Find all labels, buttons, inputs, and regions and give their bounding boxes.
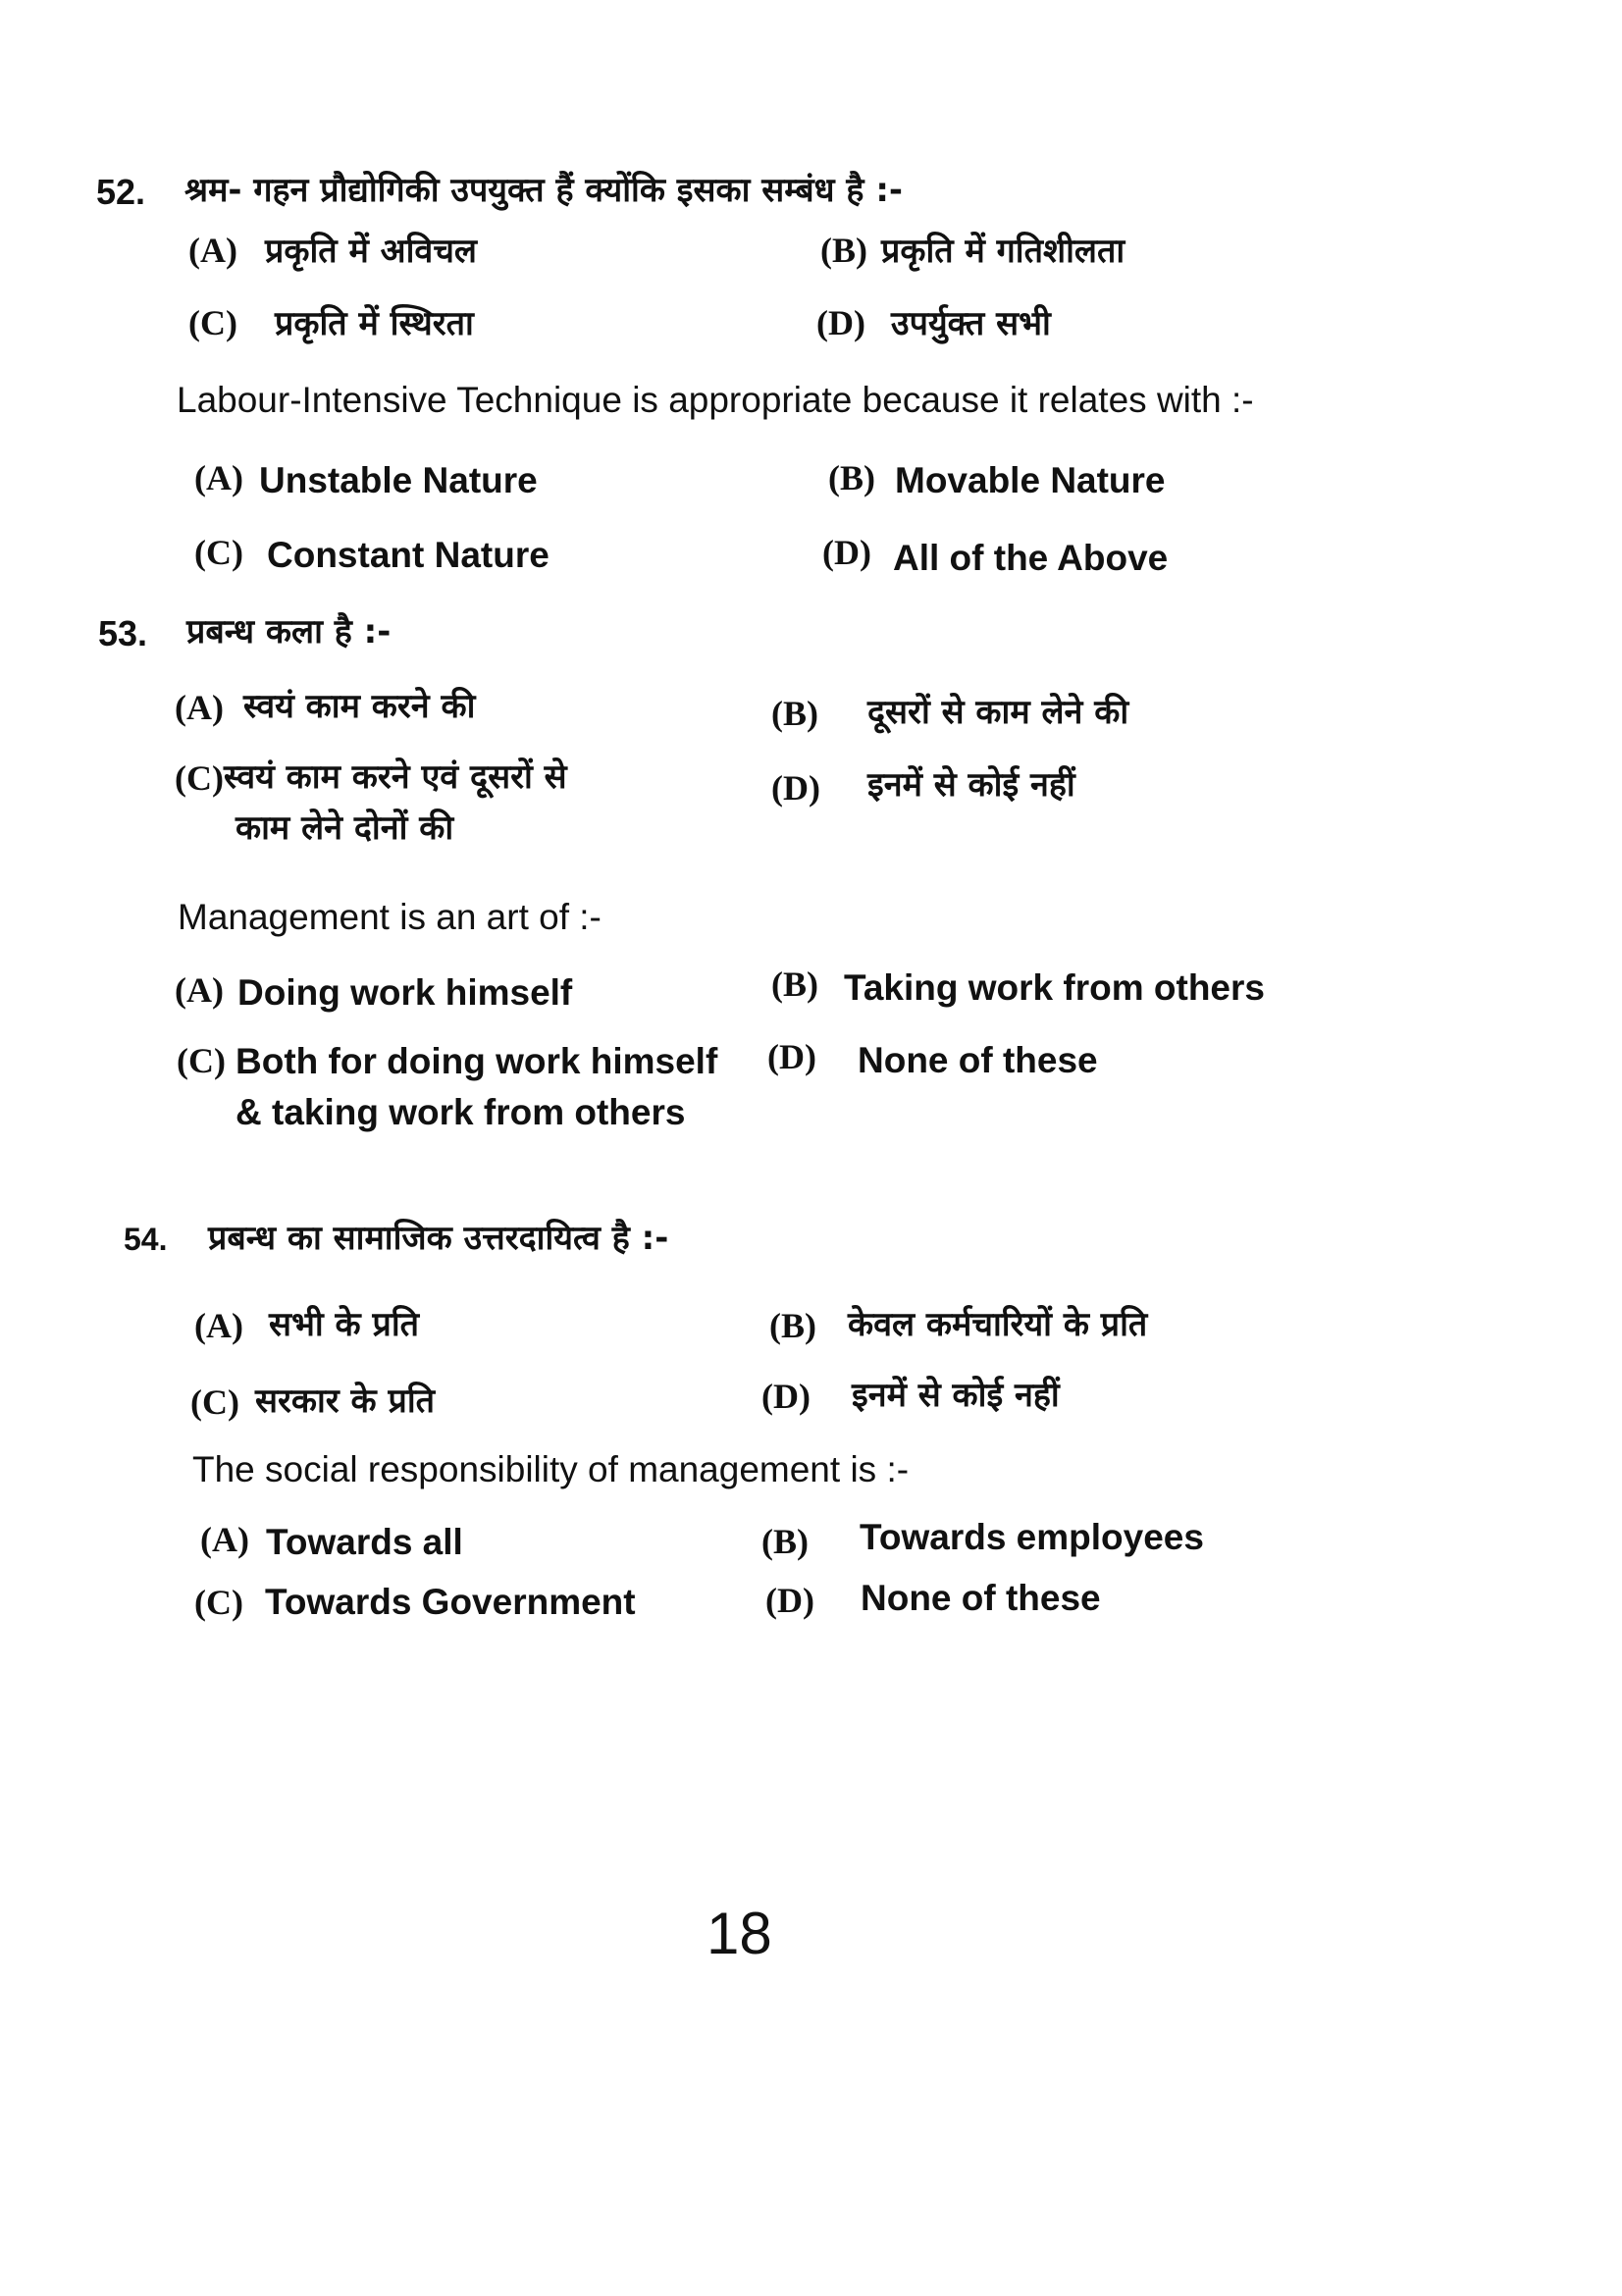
page-number: 18	[706, 1901, 772, 1966]
option-label: (C)	[190, 1383, 239, 1422]
question-hindi: श्रम- गहन प्रौद्योगिकी उपयुक्त हैं क्योंकि इसका सम्बंध है :-	[184, 171, 904, 210]
option-label: (B)	[771, 965, 818, 1004]
question-english: Management is an art of :-	[178, 897, 602, 937]
option-label: (C)	[194, 1583, 243, 1622]
option-label: (B)	[769, 1306, 816, 1345]
option-text: Towards Government	[265, 1582, 636, 1622]
option-label: (B)	[820, 231, 867, 270]
question-number: 54.	[124, 1222, 168, 1257]
option-text: स्वयं काम करने की	[243, 687, 476, 726]
option-text: Doing work himself	[237, 972, 573, 1013]
option-text: Towards all	[266, 1522, 463, 1562]
option-label: (C)	[177, 1041, 226, 1080]
option-label: (B)	[828, 458, 875, 497]
option-label: (B)	[761, 1522, 809, 1561]
option-text-continued: & taking work from others	[235, 1092, 686, 1132]
option-text: None of these	[861, 1578, 1101, 1618]
question-english: Labour-Intensive Technique is appropriate because it relates with :-	[177, 380, 1254, 420]
option-label: (D)	[822, 533, 871, 572]
option-label: (D)	[761, 1377, 811, 1416]
option-text: दूसरों से काम लेने की	[867, 693, 1129, 732]
option-label: (B)	[771, 694, 818, 733]
option-label: (C)	[188, 303, 237, 342]
option-text: सभी के प्रति	[269, 1305, 420, 1344]
option-label: (A)	[188, 231, 237, 270]
question-number: 53.	[98, 613, 148, 653]
option-text: Both for doing work himself	[235, 1041, 718, 1081]
option-label: (D)	[816, 303, 865, 342]
option-text: Constant Nature	[267, 535, 549, 575]
option-text: प्रकृति में स्थिरता	[275, 304, 474, 343]
option-label: (D)	[767, 1037, 816, 1076]
option-label: (A)	[194, 458, 243, 497]
option-text: स्वयं काम करने एवं दूसरों से	[224, 757, 567, 797]
option-label: (D)	[771, 768, 820, 808]
option-text: इनमें से कोई नहीं	[867, 765, 1075, 805]
option-text: Unstable Nature	[259, 460, 538, 500]
option-label: (C)	[175, 758, 224, 798]
option-text-continued: काम लेने दोनों की	[235, 809, 454, 848]
option-text: उपर्युक्त सभी	[891, 304, 1051, 343]
option-text: Movable Nature	[895, 460, 1166, 500]
question-hindi: प्रबन्ध कला है :-	[186, 612, 392, 652]
option-text: Towards employees	[860, 1517, 1204, 1557]
option-label: (A)	[175, 688, 224, 727]
question-english: The social responsibility of management is :-	[192, 1449, 910, 1489]
option-label: (A)	[200, 1520, 249, 1559]
option-label: (C)	[194, 533, 243, 572]
option-text: सरकार के प्रति	[255, 1382, 436, 1421]
question-hindi: प्रबन्ध का सामाजिक उत्तरदायित्व है :-	[208, 1219, 669, 1258]
option-text: Taking work from others	[844, 967, 1265, 1008]
option-text: All of the Above	[893, 538, 1169, 578]
question-number: 52.	[96, 172, 146, 212]
option-label: (D)	[765, 1581, 814, 1620]
option-label: (A)	[194, 1306, 243, 1345]
option-text: None of these	[858, 1040, 1098, 1080]
option-text: केवल कर्मचारियों के प्रति	[848, 1305, 1148, 1344]
option-text: प्रकृति में गतिशीलता	[881, 232, 1125, 271]
option-label: (A)	[175, 970, 224, 1010]
option-text: इनमें से कोई नहीं	[852, 1376, 1060, 1415]
option-text: प्रकृति में अविचल	[265, 232, 477, 271]
